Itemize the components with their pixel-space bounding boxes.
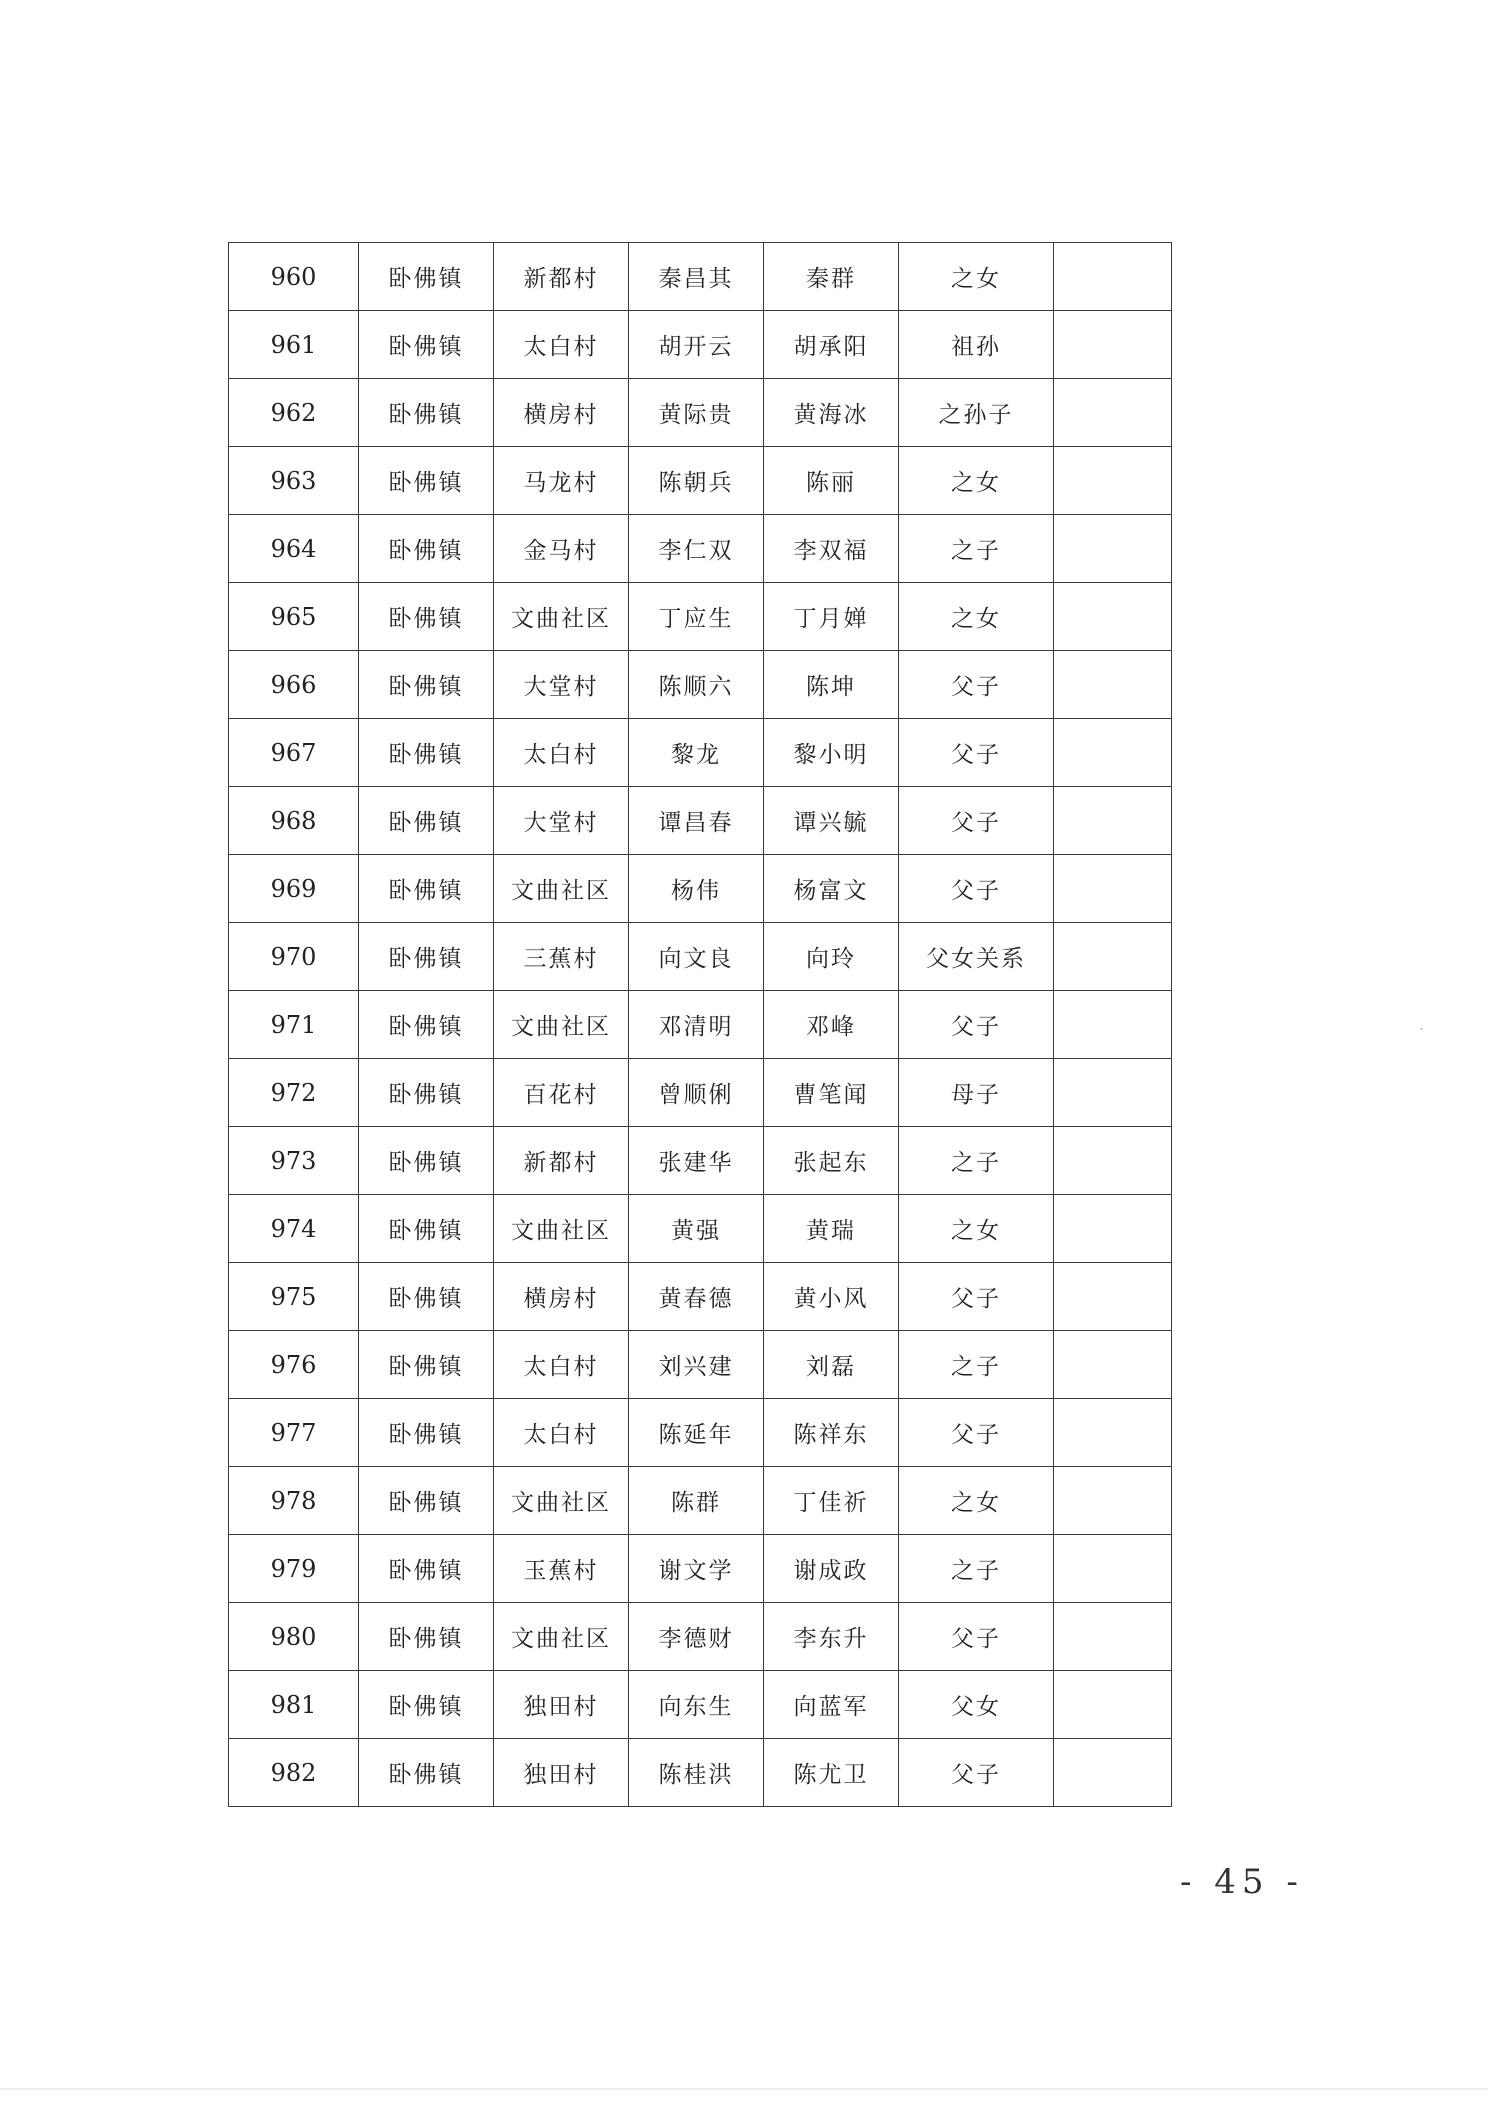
name-cell: 邓清明 [629, 991, 764, 1059]
town-cell: 卧佛镇 [359, 855, 494, 923]
name-cell: 李仁双 [629, 515, 764, 583]
row-number-cell: 960 [229, 243, 359, 311]
remark-cell [1054, 787, 1172, 855]
table-row [229, 1127, 1172, 1195]
relative-name-cell: 陈尤卫 [764, 1739, 899, 1807]
village-cell: 太白村 [494, 719, 629, 787]
remark-cell [1054, 651, 1172, 719]
town-cell: 卧佛镇 [359, 1535, 494, 1603]
town-cell: 卧佛镇 [359, 447, 494, 515]
village-cell: 三蕉村 [494, 923, 629, 991]
name-cell: 陈顺六 [629, 651, 764, 719]
relative-name-cell: 曹笔闻 [764, 1059, 899, 1127]
remark-cell [1054, 583, 1172, 651]
table-row [229, 1399, 1172, 1467]
remark-cell [1054, 1127, 1172, 1195]
relative-name-cell: 陈祥东 [764, 1399, 899, 1467]
table-row [229, 923, 1172, 991]
row-number-cell: 963 [229, 447, 359, 515]
table-row [229, 447, 1172, 515]
village-cell: 马龙村 [494, 447, 629, 515]
relative-name-cell: 谭兴毓 [764, 787, 899, 855]
row-number-cell: 967 [229, 719, 359, 787]
remark-cell [1054, 991, 1172, 1059]
row-number-cell: 966 [229, 651, 359, 719]
remark-cell [1054, 447, 1172, 515]
relation-cell: 祖孙 [899, 311, 1054, 379]
relative-name-cell: 黄小风 [764, 1263, 899, 1331]
table-row [229, 1739, 1172, 1807]
page-number: - 45 - [1180, 1862, 1304, 1902]
remark-cell [1054, 1603, 1172, 1671]
town-cell: 卧佛镇 [359, 651, 494, 719]
relative-name-cell: 黎小明 [764, 719, 899, 787]
table-row [229, 243, 1172, 311]
town-cell: 卧佛镇 [359, 719, 494, 787]
relative-name-cell: 丁月婵 [764, 583, 899, 651]
town-cell: 卧佛镇 [359, 1263, 494, 1331]
village-cell: 太白村 [494, 1331, 629, 1399]
row-number-cell: 969 [229, 855, 359, 923]
table-row [229, 1603, 1172, 1671]
village-cell: 横房村 [494, 1263, 629, 1331]
scan-speck [1420, 1028, 1423, 1030]
remark-cell [1054, 1467, 1172, 1535]
row-number-cell: 976 [229, 1331, 359, 1399]
relative-name-cell: 陈坤 [764, 651, 899, 719]
relation-cell: 之女 [899, 1467, 1054, 1535]
relative-name-cell: 陈丽 [764, 447, 899, 515]
town-cell: 卧佛镇 [359, 1739, 494, 1807]
relation-cell: 父子 [899, 719, 1054, 787]
register-table-body [229, 243, 1172, 1807]
town-cell: 卧佛镇 [359, 243, 494, 311]
remark-cell [1054, 1739, 1172, 1807]
relative-name-cell: 向玲 [764, 923, 899, 991]
relative-name-cell: 胡承阳 [764, 311, 899, 379]
village-cell: 玉蕉村 [494, 1535, 629, 1603]
relative-name-cell: 向蓝军 [764, 1671, 899, 1739]
village-cell: 太白村 [494, 311, 629, 379]
row-number-cell: 980 [229, 1603, 359, 1671]
name-cell: 胡开云 [629, 311, 764, 379]
row-number-cell: 974 [229, 1195, 359, 1263]
remark-cell [1054, 1535, 1172, 1603]
town-cell: 卧佛镇 [359, 923, 494, 991]
remark-cell [1054, 1263, 1172, 1331]
relation-cell: 之子 [899, 515, 1054, 583]
relative-name-cell: 黄瑞 [764, 1195, 899, 1263]
remark-cell [1054, 1195, 1172, 1263]
name-cell: 刘兴建 [629, 1331, 764, 1399]
relation-cell: 父子 [899, 855, 1054, 923]
row-number-cell: 970 [229, 923, 359, 991]
relative-name-cell: 邓峰 [764, 991, 899, 1059]
relative-name-cell: 刘磊 [764, 1331, 899, 1399]
village-cell: 新都村 [494, 1127, 629, 1195]
relative-name-cell: 丁佳祈 [764, 1467, 899, 1535]
town-cell: 卧佛镇 [359, 379, 494, 447]
relation-cell: 之女 [899, 447, 1054, 515]
relation-cell: 父子 [899, 651, 1054, 719]
table-row [229, 1195, 1172, 1263]
row-number-cell: 968 [229, 787, 359, 855]
relative-name-cell: 黄海冰 [764, 379, 899, 447]
remark-cell [1054, 1331, 1172, 1399]
name-cell: 黄强 [629, 1195, 764, 1263]
remark-cell [1054, 1671, 1172, 1739]
table-row [229, 1263, 1172, 1331]
name-cell: 曾顺俐 [629, 1059, 764, 1127]
town-cell: 卧佛镇 [359, 1671, 494, 1739]
relative-name-cell: 杨富文 [764, 855, 899, 923]
town-cell: 卧佛镇 [359, 515, 494, 583]
name-cell: 向文良 [629, 923, 764, 991]
name-cell: 黄际贵 [629, 379, 764, 447]
town-cell: 卧佛镇 [359, 1399, 494, 1467]
scan-edge-line [0, 2088, 1488, 2090]
village-cell: 独田村 [494, 1671, 629, 1739]
relative-name-cell: 谢成政 [764, 1535, 899, 1603]
remark-cell [1054, 515, 1172, 583]
town-cell: 卧佛镇 [359, 311, 494, 379]
name-cell: 丁应生 [629, 583, 764, 651]
row-number-cell: 971 [229, 991, 359, 1059]
register-table-wrapper [228, 242, 1171, 1807]
relation-cell: 母子 [899, 1059, 1054, 1127]
table-row [229, 719, 1172, 787]
table-row [229, 855, 1172, 923]
relation-cell: 父子 [899, 1399, 1054, 1467]
relative-name-cell: 李双福 [764, 515, 899, 583]
village-cell: 文曲社区 [494, 583, 629, 651]
relative-name-cell: 李东升 [764, 1603, 899, 1671]
register-table [228, 242, 1172, 1807]
table-row [229, 379, 1172, 447]
table-row [229, 515, 1172, 583]
name-cell: 秦昌其 [629, 243, 764, 311]
name-cell: 陈桂洪 [629, 1739, 764, 1807]
town-cell: 卧佛镇 [359, 1331, 494, 1399]
table-row [229, 1467, 1172, 1535]
row-number-cell: 978 [229, 1467, 359, 1535]
row-number-cell: 982 [229, 1739, 359, 1807]
relative-name-cell: 秦群 [764, 243, 899, 311]
village-cell: 太白村 [494, 1399, 629, 1467]
table-row [229, 1535, 1172, 1603]
relation-cell: 父子 [899, 1263, 1054, 1331]
town-cell: 卧佛镇 [359, 1195, 494, 1263]
relation-cell: 父子 [899, 787, 1054, 855]
remark-cell [1054, 243, 1172, 311]
remark-cell [1054, 1059, 1172, 1127]
relation-cell: 之子 [899, 1331, 1054, 1399]
name-cell: 陈延年 [629, 1399, 764, 1467]
village-cell: 文曲社区 [494, 1195, 629, 1263]
relation-cell: 之女 [899, 1195, 1054, 1263]
remark-cell [1054, 379, 1172, 447]
village-cell: 文曲社区 [494, 991, 629, 1059]
table-row [229, 1671, 1172, 1739]
village-cell: 横房村 [494, 379, 629, 447]
name-cell: 陈群 [629, 1467, 764, 1535]
table-row [229, 1059, 1172, 1127]
town-cell: 卧佛镇 [359, 1127, 494, 1195]
row-number-cell: 977 [229, 1399, 359, 1467]
table-row [229, 311, 1172, 379]
town-cell: 卧佛镇 [359, 583, 494, 651]
relation-cell: 之女 [899, 583, 1054, 651]
town-cell: 卧佛镇 [359, 787, 494, 855]
relation-cell: 之子 [899, 1127, 1054, 1195]
village-cell: 百花村 [494, 1059, 629, 1127]
town-cell: 卧佛镇 [359, 991, 494, 1059]
name-cell: 张建华 [629, 1127, 764, 1195]
village-cell: 金马村 [494, 515, 629, 583]
relation-cell: 父子 [899, 1603, 1054, 1671]
relation-cell: 父女关系 [899, 923, 1054, 991]
village-cell: 文曲社区 [494, 1467, 629, 1535]
village-cell: 新都村 [494, 243, 629, 311]
remark-cell [1054, 311, 1172, 379]
name-cell: 黎龙 [629, 719, 764, 787]
town-cell: 卧佛镇 [359, 1467, 494, 1535]
table-row [229, 651, 1172, 719]
village-cell: 独田村 [494, 1739, 629, 1807]
town-cell: 卧佛镇 [359, 1603, 494, 1671]
village-cell: 文曲社区 [494, 855, 629, 923]
relation-cell: 之孙子 [899, 379, 1054, 447]
row-number-cell: 981 [229, 1671, 359, 1739]
name-cell: 杨伟 [629, 855, 764, 923]
table-row [229, 583, 1172, 651]
row-number-cell: 975 [229, 1263, 359, 1331]
relation-cell: 父女 [899, 1671, 1054, 1739]
name-cell: 陈朝兵 [629, 447, 764, 515]
name-cell: 李德财 [629, 1603, 764, 1671]
village-cell: 文曲社区 [494, 1603, 629, 1671]
village-cell: 大堂村 [494, 651, 629, 719]
row-number-cell: 973 [229, 1127, 359, 1195]
relation-cell: 父子 [899, 991, 1054, 1059]
row-number-cell: 964 [229, 515, 359, 583]
table-row [229, 1331, 1172, 1399]
row-number-cell: 972 [229, 1059, 359, 1127]
relative-name-cell: 张起东 [764, 1127, 899, 1195]
name-cell: 向东生 [629, 1671, 764, 1739]
name-cell: 谢文学 [629, 1535, 764, 1603]
row-number-cell: 961 [229, 311, 359, 379]
table-row [229, 991, 1172, 1059]
town-cell: 卧佛镇 [359, 1059, 494, 1127]
remark-cell [1054, 855, 1172, 923]
village-cell: 大堂村 [494, 787, 629, 855]
remark-cell [1054, 1399, 1172, 1467]
name-cell: 谭昌春 [629, 787, 764, 855]
table-row [229, 787, 1172, 855]
relation-cell: 之女 [899, 243, 1054, 311]
name-cell: 黄春德 [629, 1263, 764, 1331]
relation-cell: 之子 [899, 1535, 1054, 1603]
remark-cell [1054, 923, 1172, 991]
row-number-cell: 965 [229, 583, 359, 651]
remark-cell [1054, 719, 1172, 787]
row-number-cell: 962 [229, 379, 359, 447]
relation-cell: 父子 [899, 1739, 1054, 1807]
row-number-cell: 979 [229, 1535, 359, 1603]
